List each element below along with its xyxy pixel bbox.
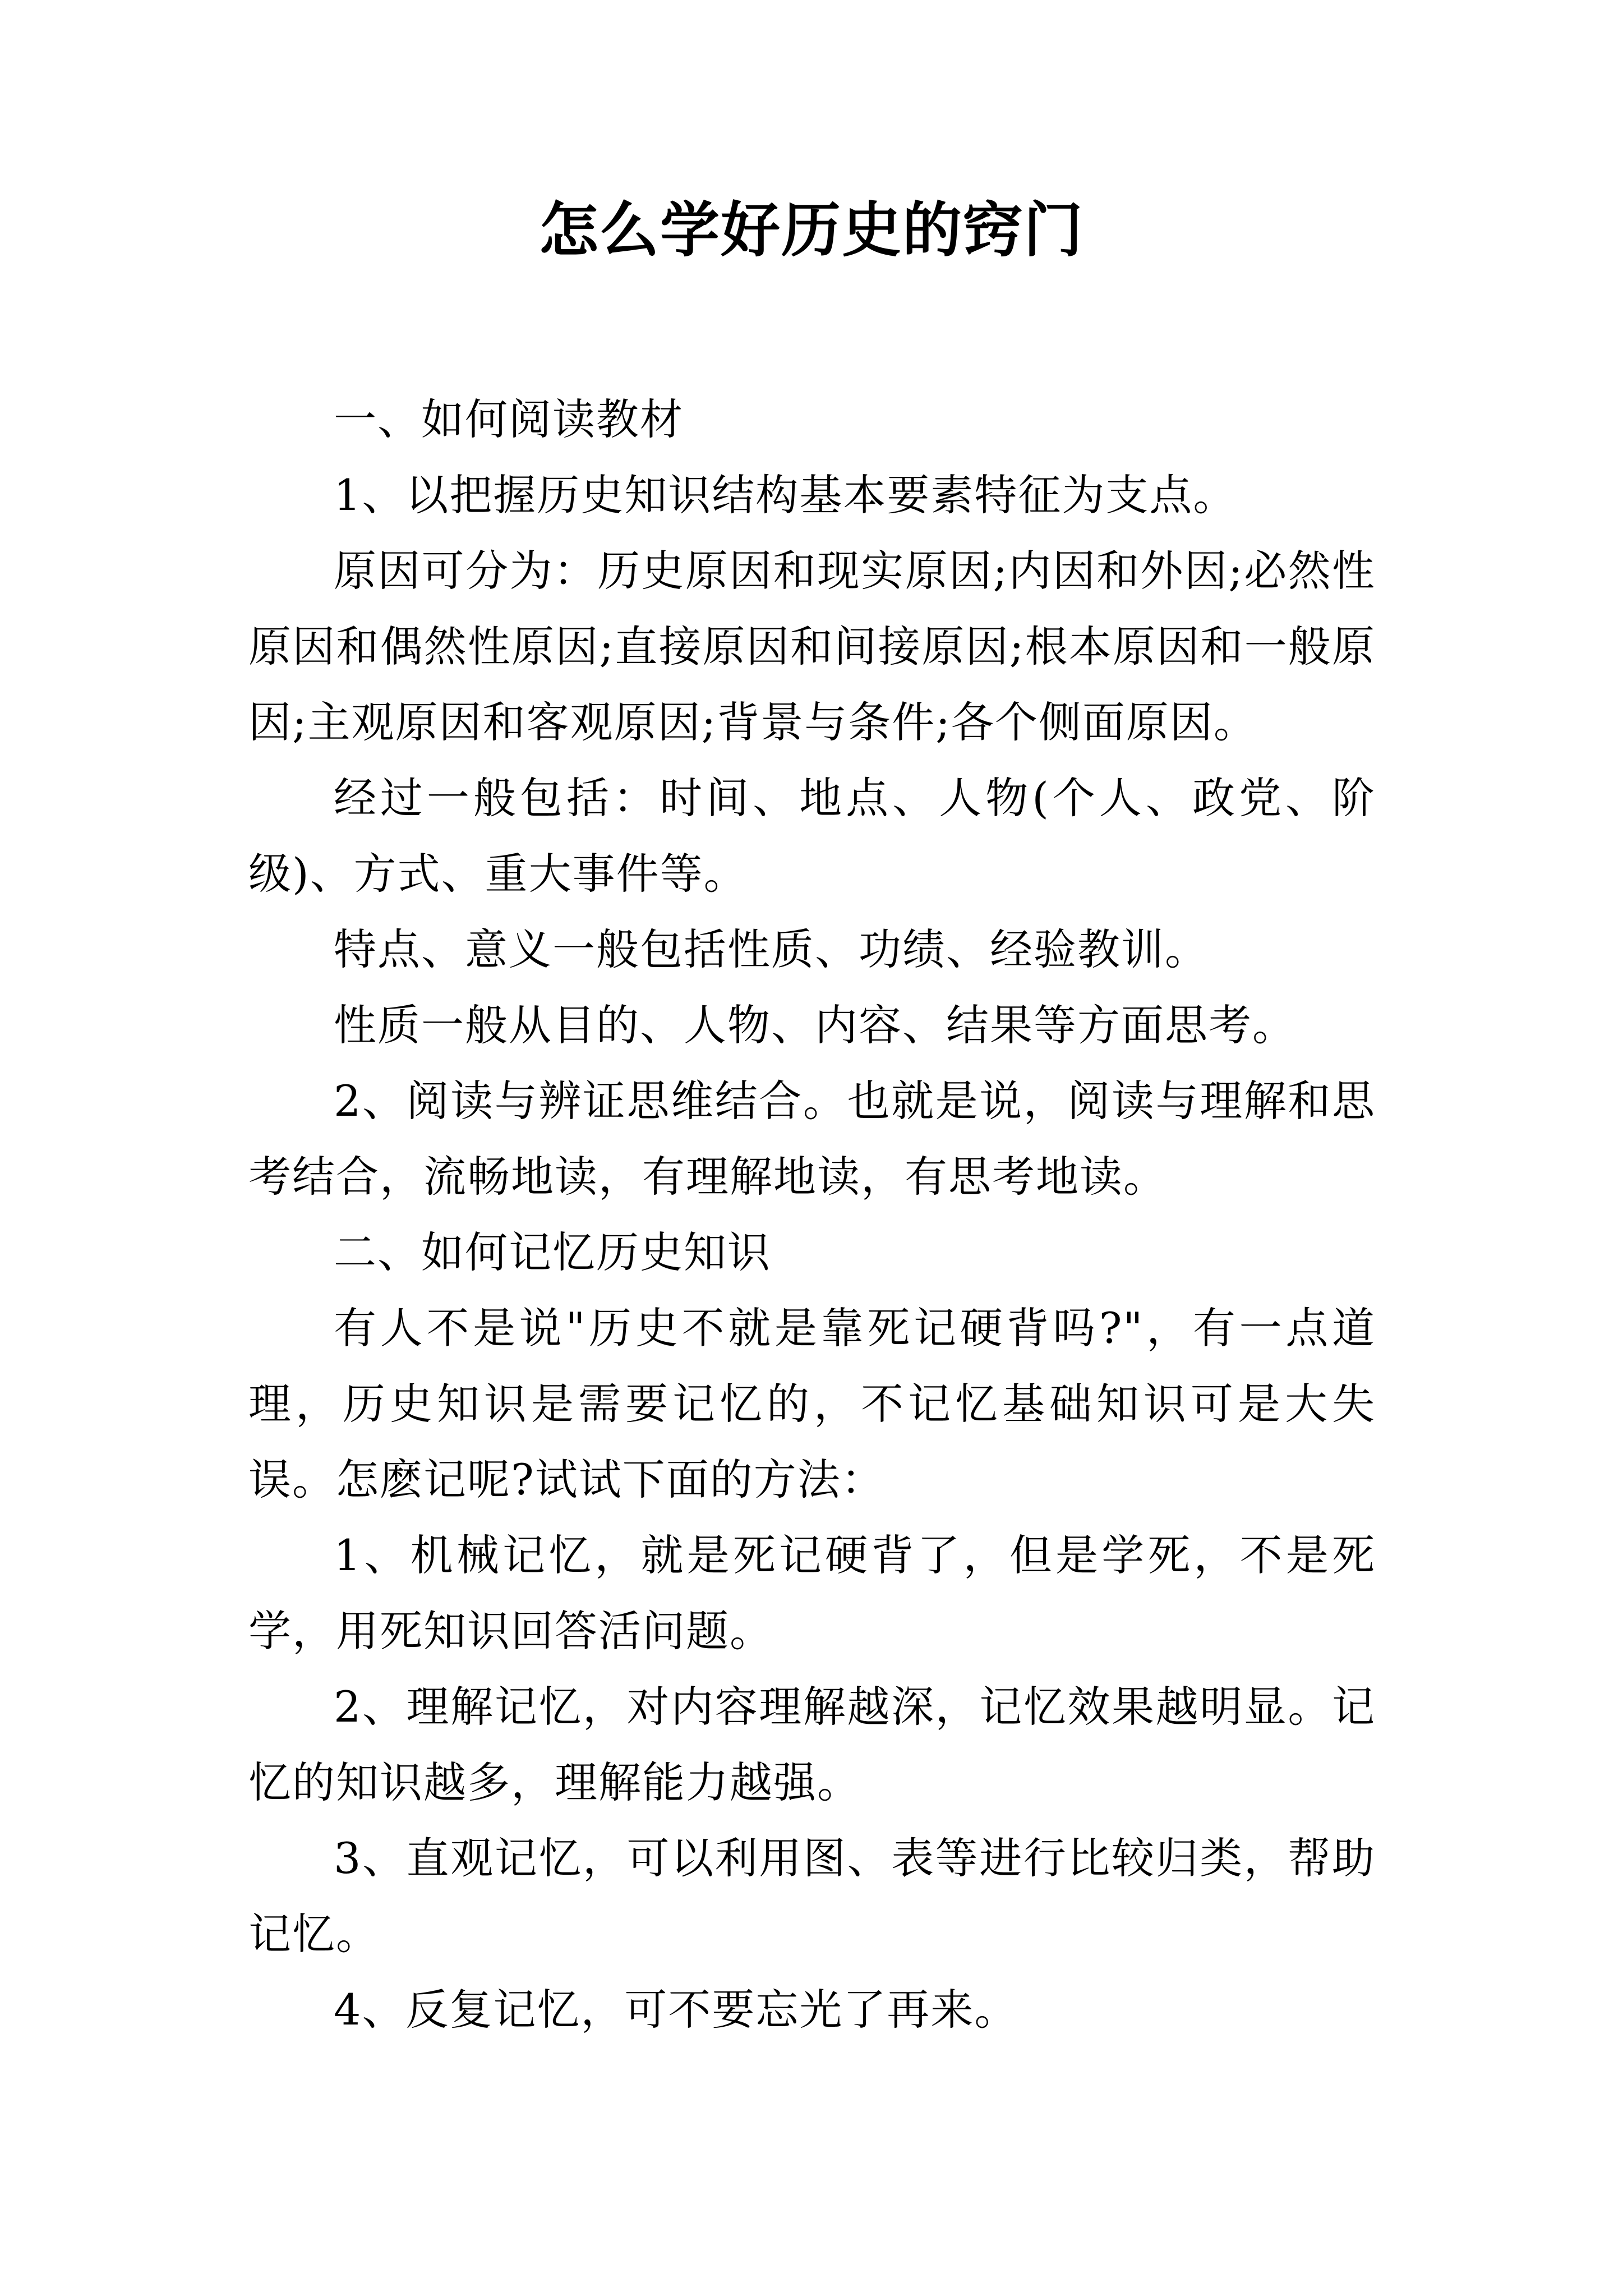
paragraph-memory-method-4: 4、反复记忆，可不要忘光了再来。: [334, 1985, 1018, 2035]
paragraph-causes: 原因可分为：历史原因和现实原因;内因和外因;必然性原因和偶然性原因;直接原因和间接原因;根本原因和一般原因;主观原因和客观原因;背景与条件;各个侧面原因。: [248, 546, 1376, 747]
paragraph-heading-memory: 二、如何记忆历史知识: [334, 1227, 771, 1277]
paragraph-features: 特点、意义一般包括性质、功绩、经验教训。: [334, 924, 1209, 974]
paragraph-memory-intro: 有人不是说"历史不就是靠死记硬背吗?"，有一点道理，历史知识是需要记忆的，不记忆基础知识可是大失误。怎麽记呢?试试下面的方法：: [248, 1303, 1376, 1504]
paragraph-reading-point-1: 1、以把握历史知识结构基本要素特征为支点。: [334, 470, 1237, 520]
paragraph-process: 经过一般包括：时间、地点、人物(个人、政党、阶级)、方式、重大事件等。: [248, 773, 1376, 899]
document-title: 怎么学好历史的窍门: [539, 195, 1084, 265]
paragraph-memory-method-3: 3、直观记忆，可以利用图、表等进行比较归类，帮助记忆。: [248, 1833, 1376, 1959]
document-body: [248, 381, 1376, 2047]
paragraph-memory-method-2: 2、理解记忆，对内容理解越深，记忆效果越明显。记忆的知识越多，理解能力越强。: [248, 1682, 1376, 1807]
paragraph-heading-reading: 一、如何阅读教材: [334, 394, 684, 444]
paragraph-reading-point-2: 2、阅读与辨证思维结合。也就是说，阅读与理解和思考结合，流畅地读，有理解地读，有思考地读。: [248, 1076, 1376, 1202]
paragraph-nature: 性质一般从目的、人物、内容、结果等方面思考。: [334, 1000, 1296, 1050]
paragraph-memory-method-1: 1、机械记忆，就是死记硬背了，但是学死，不是死学，用死知识回答活问题。: [248, 1530, 1376, 1656]
